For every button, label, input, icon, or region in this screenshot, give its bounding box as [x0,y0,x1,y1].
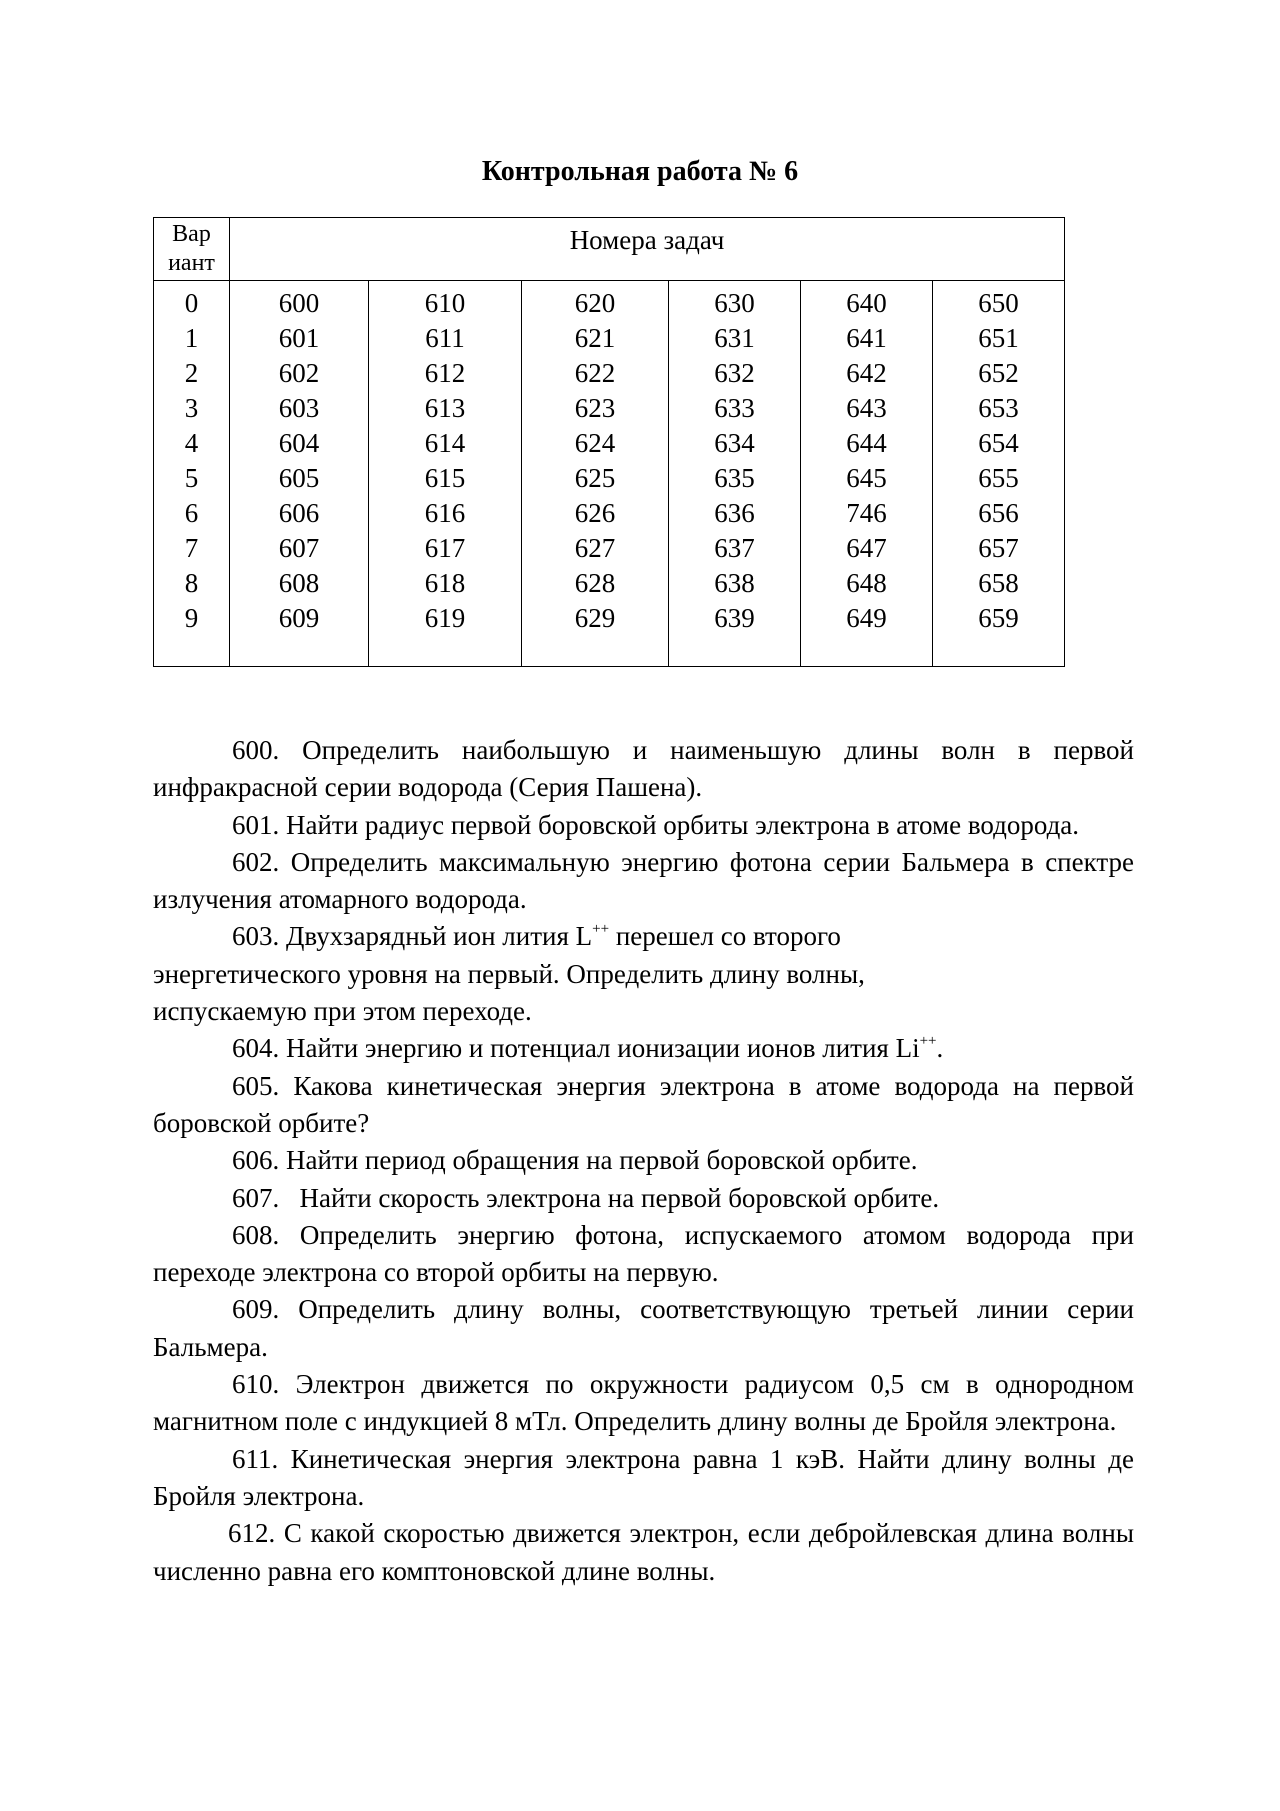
variant-number: 3 [184,393,199,423]
problem-604-text: 604. Найти энергию и потенциал ионизации ионов лития Li [232,1033,920,1064]
task-column-2 [369,281,522,667]
task-number: 641 [846,323,887,353]
task-number: 625 [574,463,616,493]
task-number: 603 [278,393,320,423]
task-number: 624 [574,428,616,458]
task-number: 616 [424,498,466,528]
task-number: 618 [424,568,466,598]
problem-607: 607. Найти скорость электрона на первой боровской орбите. [232,1182,940,1213]
problem-612: 612. С какой скоростью движется электрон, если дебройлевская длина волны численно равна его комптоновской длине волны. [153,1518,1134,1586]
task-number: 612 [424,358,466,388]
problem-606: 606. Найти период обращения на первой боровской орбите. [232,1145,918,1176]
problem-608: 608. Определить энергию фотона, испускаемого атомом водорода при переходе электрона со второй орбиты на первую. [153,1219,1134,1288]
variant-number: 1 [184,323,199,353]
variant-number: 9 [184,603,199,633]
variant-number: 4 [184,428,199,458]
task-number: 622 [574,358,616,388]
variant-column [154,281,230,667]
task-number: 637 [714,533,755,563]
task-number: 613 [424,393,466,423]
task-number: 642 [846,358,887,388]
task-number: 634 [714,428,755,458]
task-column-6 [933,281,1065,667]
superscript: ++ [592,921,610,938]
variant-number: 8 [184,568,199,598]
variant-header [154,218,230,281]
task-number: 610 [424,288,466,318]
task-column-5 [801,281,933,667]
task-number: 609 [278,603,320,633]
variant-number: 6 [184,498,199,528]
variant-number: 0 [184,288,199,318]
task-number: 657 [978,533,1019,563]
problem-list [153,732,1134,1590]
problem-603 [153,918,1134,1030]
problem-600: 600. Определить наибольшую и наименьшую длины волн в первой инфракрасной серии водорода (Серия Пашена). [153,735,1134,803]
problem-609: 609. Определить длину волны, соответствующую третьей линии серии Бальмера. [153,1294,1134,1362]
task-number: 647 [846,533,887,563]
task-number: 636 [714,498,755,528]
task-number: 619 [424,603,466,633]
problem-605: 605. Какова кинетическая энергия электрона в атоме водорода на первой боровской орбите? [153,1070,1134,1138]
task-number: 644 [846,428,887,458]
task-number: 604 [278,428,320,458]
problem-602: 602. Определить максимальную энергию фотона серии Бальмера в спектре излучения атомарного водорода. [153,846,1134,915]
task-number: 635 [714,463,755,493]
task-column-1 [230,281,369,667]
task-number: 654 [978,428,1019,458]
variant-number: 2 [184,358,199,388]
task-number: 633 [714,393,755,423]
problem-604-text: . [936,1033,944,1064]
task-number: 620 [574,288,616,318]
task-number: 621 [574,323,616,353]
table-body-row [154,281,1065,667]
task-number: 638 [714,568,755,598]
problem-603-text: 603. Двухзарядньй ион лития L [232,921,593,952]
task-number: 601 [278,323,320,353]
task-number: 648 [846,568,887,598]
task-number: 605 [278,463,320,493]
task-number: 746 [846,498,887,528]
variant-header-line: иант [168,250,215,276]
task-number: 600 [278,288,320,318]
problem-610: 610. Электрон движется по окружности радиусом 0,5 см в однородном магнитном поле с индукцией 8 мТл. Определить длину волны де Бройля электрона. [153,1369,1134,1437]
task-number: 658 [978,568,1019,598]
task-number: 623 [574,393,616,423]
task-number: 659 [978,603,1019,633]
task-number: 611 [425,323,465,353]
task-number: 626 [574,498,616,528]
superscript: ++ [919,1033,937,1050]
task-number: 614 [424,428,466,458]
task-column-3 [522,281,669,667]
task-column-4 [669,281,801,667]
page-title: Контрольная работа № 6 [481,156,799,187]
table-header-row [154,218,1065,281]
task-number: 643 [846,393,887,423]
task-number: 656 [978,498,1019,528]
task-number: 627 [574,533,616,563]
task-number: 632 [714,358,755,388]
task-number: 653 [978,393,1019,423]
problem-603-text: энергетического уровня на первый. Определить длину волны, [153,958,865,989]
problem-603-text: испускаемую при этом переходе. [153,996,532,1027]
task-number: 607 [278,533,320,563]
variant-number: 7 [184,533,199,563]
variants-table [153,217,1065,667]
problem-611: 611. Кинетическая энергия электрона равна 1 кэВ. Найти длину волны де Бройля электрона. [153,1443,1134,1511]
task-number: 602 [278,358,320,388]
task-number: 645 [846,463,887,493]
task-number: 655 [978,463,1019,493]
task-number: 639 [714,603,755,633]
problem-604 [153,1030,1134,1067]
problem-601: 601. Найти радиус первой боровской орбиты электрона в атоме водорода. [232,809,1080,840]
task-number: 629 [574,603,616,633]
task-number: 617 [424,533,466,563]
task-number: 628 [574,568,616,598]
task-number: 640 [846,288,887,318]
task-number: 606 [278,498,320,528]
task-number: 630 [714,288,755,318]
task-number: 608 [278,568,320,598]
task-number: 615 [424,463,466,493]
task-number: 649 [846,603,887,633]
task-number: 651 [978,323,1019,353]
task-number: 631 [714,323,755,353]
task-number: 650 [978,288,1019,318]
variant-number: 5 [184,463,199,493]
problem-603-text: перешел со второго [609,921,841,952]
tasks-header: Номера задач [230,218,1065,281]
task-number: 652 [978,358,1019,388]
variant-header-line: Вар [172,221,211,247]
